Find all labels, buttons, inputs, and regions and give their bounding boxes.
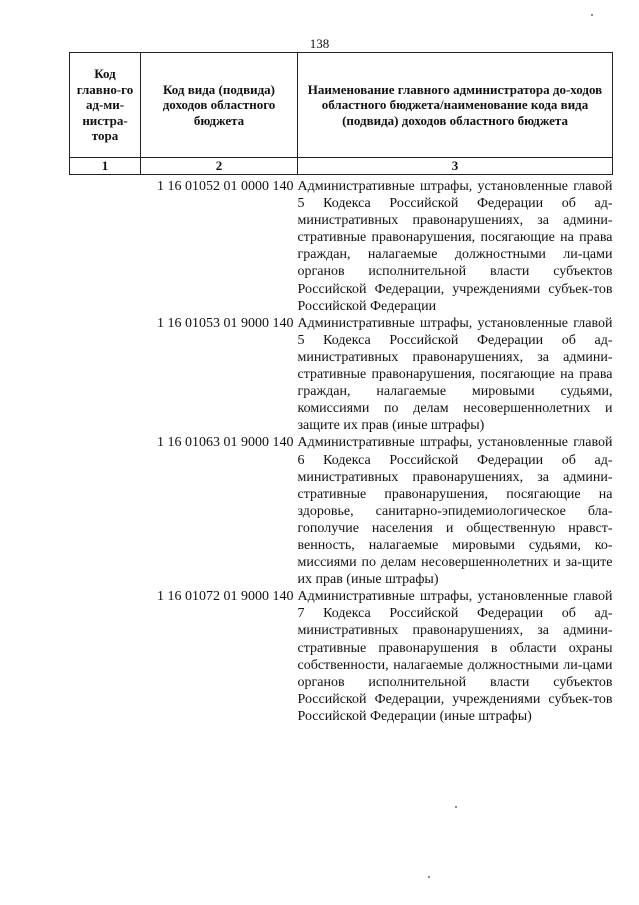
revenue-code-cell: 1 16 01063 01 9000 140: [157, 435, 294, 451]
admin-code-cell: [70, 175, 141, 315]
column-number: 3: [298, 158, 613, 175]
revenue-name-cell: Административные штрафы, установленные главой 5 Кодекса Российской Федерации об ад-министративных правонарушениях, за админи-стративные правонарушения, посягающие на права граждан, налагаемые мировыми судьями, комиссиями по делам несовершеннолетних и защите их прав (иные штрафы): [297, 315, 613, 434]
header-name: Наименование главного администратора до-ходов областного бюджета/наименование кода вида (подвида) доходов областного бюджета: [298, 53, 613, 158]
admin-code-cell: [70, 434, 141, 588]
table-row: [70, 434, 613, 588]
page-number: 138: [309, 36, 330, 51]
header-admin-code: Код главно-го ад-ми-нистра-тора: [70, 53, 141, 158]
header-revenue-code: Код вида (подвида) доходов областного бюджета: [141, 53, 298, 158]
admin-code-cell: [70, 315, 141, 435]
revenue-table: [69, 52, 613, 725]
table-row: [70, 588, 613, 725]
admin-code-cell: [70, 588, 141, 725]
column-number: 2: [141, 158, 298, 175]
scan-speck: [428, 876, 430, 878]
column-number: 1: [70, 158, 141, 175]
revenue-code-cell: 1 16 01053 01 9000 140: [157, 315, 294, 331]
table-row: [70, 175, 613, 315]
header-row: [70, 53, 613, 158]
table-row: [70, 315, 613, 435]
column-number-row: [70, 158, 613, 175]
revenue-code-cell: 1 16 01052 01 0000 140: [157, 179, 294, 194]
revenue-code-cell: 1 16 01072 01 9000 140: [157, 589, 294, 605]
scan-speck: [455, 806, 457, 808]
scan-speck: [591, 14, 593, 16]
revenue-name-cell: Административные штрафы, установленные главой 5 Кодекса Российской Федерации об ад-министративных правонарушениях, за админи-стративные правонарушения, посягающие на права граждан, налагаемые должностными ли-цами органов исполнительной власти субъектов Российской Федерации, учреждениями субъек-тов Российской Федерации: [297, 179, 613, 314]
revenue-name-cell: Административные штрафы, установленные главой 7 Кодекса Российской Федерации об ад-министративных правонарушениях, за админи-стративные правонарушения в области охраны собственности, налагаемые должностными ли-цами органов исполнительной власти субъектов Российской Федерации, учреждениями субъек-тов Российской Федерации (иные штрафы): [297, 589, 613, 724]
revenue-name-cell: Административные штрафы, установленные главой 6 Кодекса Российской Федерации об ад-министративных правонарушениях, за админи-стративные правонарушения, посягающие на здоровье, санитарно-эпидемиологическое бла-гополучие населения и общественную нравст-венность, налагаемые мировыми судьями, ко-миссиями по делам несовершеннолетних и за-щите их прав (иные штрафы): [297, 435, 613, 588]
